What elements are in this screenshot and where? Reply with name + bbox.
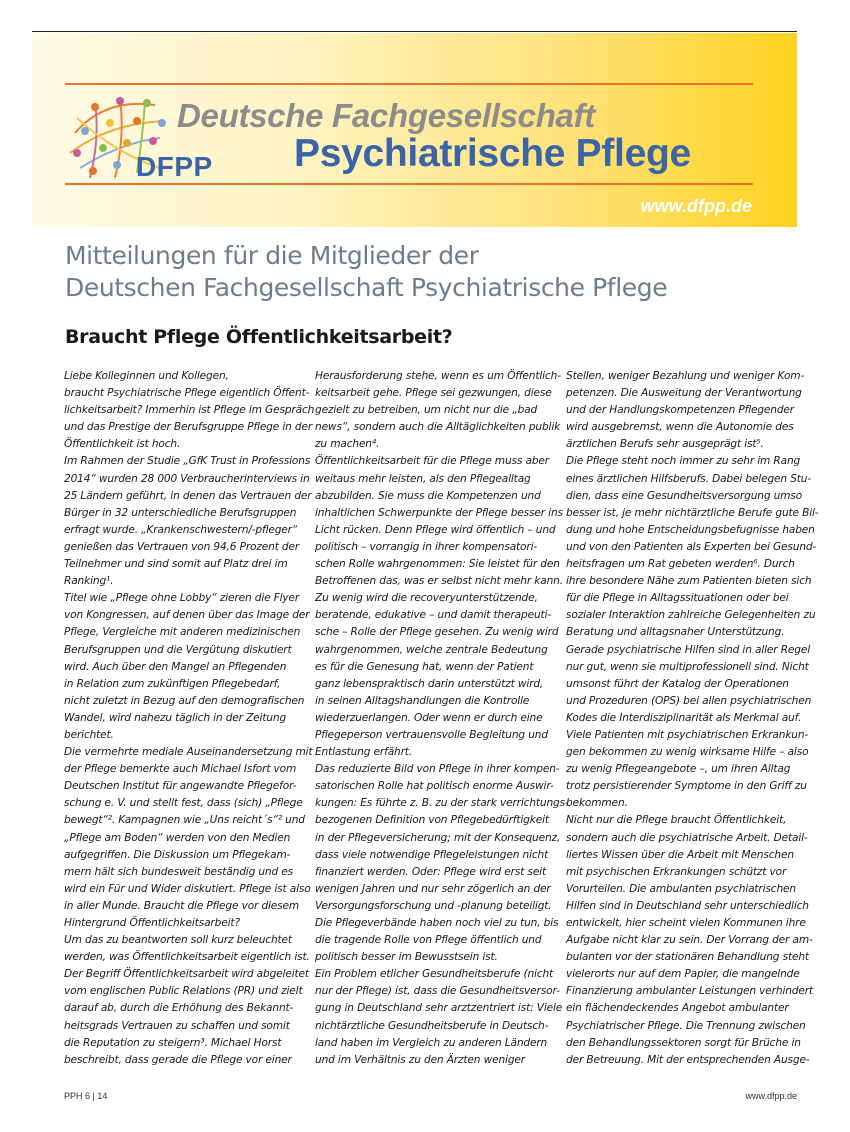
article-text-line: Licht rücken. Denn Pflege wird öffentlich – und bbox=[315, 523, 556, 536]
article-text-line: Pflegeperson vertrauensvolle Begleitung und bbox=[315, 728, 548, 741]
article-text-line: schen Rolle wahrgenommen: Sie leistet für den bbox=[315, 558, 560, 571]
article-text-line: wahrgenommen, welche zentrale Bedeutung bbox=[315, 643, 548, 656]
article-text-line: bezogenen Definition von Pflegebedürftigkeit bbox=[315, 814, 549, 827]
article-text-line: wird ausgebremst, wenn die Autonomie des bbox=[566, 421, 794, 434]
article-text-line: Hilfen sind in Deutschland sehr unterschiedlich bbox=[566, 899, 809, 912]
subtitle-line: Mitteilungen für die Mitglieder der bbox=[65, 241, 479, 270]
article-column-2 bbox=[315, 368, 569, 1069]
article-text-line: und der Handlungskompetenzen Pflegender bbox=[566, 404, 795, 417]
article-text-line: in aller Munde. Braucht die Pflege vor diesem bbox=[64, 899, 300, 912]
article-text-line: Die vermehrte mediale Auseinandersetzung mit bbox=[64, 746, 313, 759]
org-name-line2: Psychiatrische Pflege bbox=[294, 132, 691, 175]
article-text-line: Bürger in 32 unterschiedliche Berufsgruppen bbox=[64, 506, 297, 519]
article-text-line: Im Rahmen der Studie „GfK Trust in Professions bbox=[64, 455, 311, 468]
article-text-line: dass viele notwendige Pflegeleistungen nicht bbox=[315, 848, 549, 861]
article-text-line: Aufgabe nicht klar zu sein. Der Vorrang der am- bbox=[566, 934, 813, 947]
article-text-line: der Betreuung. Mit der entsprechenden Ausge- bbox=[566, 1053, 810, 1066]
article-text-line: finanziert werden. Oder: Pflege wird erst seit bbox=[315, 865, 546, 878]
article-text-line: politisch – vorrangig in ihrer kompensatori- bbox=[315, 540, 538, 553]
article-text-line: aufgegriffen. Die Diskussion um Pflegekam- bbox=[64, 848, 291, 861]
article-text-line: Teilnehmer und sind somit auf Platz drei im bbox=[64, 558, 288, 571]
article-text-line: darauf ab, durch die Erhöhung des Bekannt- bbox=[64, 1002, 294, 1015]
article-text-line: Öffentlichkeit ist hoch. bbox=[64, 438, 181, 451]
article-text-line: ein flächendeckendes Angebot ambulanter bbox=[566, 1002, 789, 1015]
article-text-line: dien, dass eine Gesundheitsversorgung umso bbox=[566, 489, 803, 502]
article-text-line: in der Pflegeversicherung; mit der Konsequenz, bbox=[315, 831, 561, 844]
article-text-line: es für die Genesung hat, wenn der Patient bbox=[315, 660, 534, 673]
article-text-line: besser ist, je mehr nichtärztliche Berufe gute Bil- bbox=[566, 506, 819, 519]
article-text-line: bulanten vor der stationären Behandlung steht bbox=[566, 951, 809, 964]
article-text-line: Gerade psychiatrische Hilfen sind in aller Regel bbox=[566, 643, 811, 656]
article-text-line: werden, was Öffentlichkeitsarbeit eigentlich ist. bbox=[64, 951, 310, 964]
article-text-line: petenzen. Die Ausweitung der Verantwortung bbox=[566, 387, 802, 400]
article-text-line: heitsgrads Vertrauen zu schaffen und somit bbox=[64, 1019, 290, 1032]
article-text-line: zu wenig Pflegeangebote –, um ihren Alltag bbox=[566, 763, 791, 776]
article-text-line: Versorgungsforschung und -planung beteiligt. bbox=[315, 899, 552, 912]
article-text-line: Betroffenen das, was er selbst nicht mehr kann. bbox=[315, 575, 563, 588]
article-text-line: entwickelt, hier scheint vielen Kommunen ihre bbox=[566, 917, 806, 929]
article-text-line: 25 Ländern geführt, in denen das Vertrauen der bbox=[64, 489, 312, 502]
article-text-line: die Reputation zu steigern³. Michael Horst bbox=[64, 1036, 282, 1049]
article-text-line: 2014“ wurden 28 000 Verbraucherinterviews in bbox=[64, 472, 310, 485]
article-column-1 bbox=[64, 368, 315, 1069]
article-text-line: berichtet. bbox=[64, 728, 114, 741]
article-text-line: die tragende Rolle von Pflege öffentlich und bbox=[315, 934, 542, 947]
article-text-line: und Prozeduren (OPS) bei allen psychiatrischen bbox=[566, 694, 812, 707]
article-text-line: Deutschen Institut für angewandte Pflegefor- bbox=[64, 780, 297, 793]
article-text-line: Viele Patienten mit psychiatrischen Erkrankun- bbox=[566, 728, 809, 741]
article-text-line: und von den Patienten als Experten bei Gesund- bbox=[566, 540, 817, 553]
article-text-line: gung in Deutschland sehr arztzentriert ist: Viele bbox=[315, 1002, 563, 1015]
article-text-line: beschreibt, dass gerade die Pflege vor einer bbox=[64, 1053, 292, 1066]
article-text-line: Liebe Kolleginnen und Kollegen, bbox=[64, 370, 229, 382]
article-text-line: in Relation zum zukünftigen Pflegebedarf, bbox=[64, 677, 281, 690]
article-text-line: bewegt“². Kampagnen wie „Uns reicht´s“² und bbox=[64, 814, 305, 827]
article-text-line: zu machen⁴. bbox=[315, 438, 380, 451]
article-text-line: Ein Problem etlicher Gesundheitsberufe (nicht bbox=[315, 968, 554, 981]
article-text-line: vielerorts nur auf dem Papier, die mangelnde bbox=[566, 968, 800, 981]
article-text-line: news“, sondern auch die Alltäglichkeiten publik bbox=[315, 421, 561, 434]
article-text-line: nichtärztliche Gesundheitsberufe in Deutsch- bbox=[315, 1019, 549, 1032]
article-text-line: abzubilden. Sie muss die Kompetenzen und bbox=[315, 489, 541, 502]
article-text-line: Pflege, Vergleiche mit anderen medizinischen bbox=[64, 626, 301, 639]
article-text-line: keitsarbeit gehe. Pflege sei gezwungen, diese bbox=[315, 387, 552, 400]
article-text-line: schung e. V. und stellt fest, dass (sich) „Pflege bbox=[64, 797, 303, 810]
article-text-line: weitaus mehr leisten, als den Pflegealltag bbox=[315, 472, 531, 485]
article-text-line: Berufsgruppen und die Vergütung diskutiert bbox=[64, 643, 292, 656]
top-rule bbox=[32, 31, 797, 32]
article-text-line: wird ein Für und Wider diskutiert. Pflege ist also bbox=[64, 882, 311, 895]
article-text-line: Stellen, weniger Bezahlung und weniger Kom- bbox=[566, 370, 805, 382]
article-text-line: lichkeitsarbeit? Immerhin ist Pflege im Gespräch bbox=[64, 404, 315, 417]
article-text-line: mit psychischen Erkrankungen schützt vor bbox=[566, 865, 787, 878]
article-text-line: satorischen Rolle hat politisch enorme Auswir- bbox=[315, 780, 554, 793]
article-text-line: beratende, edukative – und damit therapeuti- bbox=[315, 609, 551, 622]
article-text-line: und das Prestige der Berufsgruppe Pflege in der bbox=[64, 421, 313, 434]
article-text-line: und im Verhältnis zu den Ärzten weniger bbox=[315, 1053, 525, 1066]
banner-url: www.dfpp.de bbox=[640, 196, 752, 216]
article-text-line: Finanzierung ambulanter Leistungen verhindert bbox=[566, 985, 813, 998]
article-text-line: nicht zuletzt in Bezug auf den demografischen bbox=[64, 694, 305, 707]
article-text-line: sozialer Interaktion zahlreiche Gelegenheiten zu bbox=[566, 609, 816, 622]
article-text-line: gen bekommen zu wenig wirksame Hilfe – also bbox=[566, 746, 809, 759]
article-text-line: land haben im Vergleich zu anderen Ländern bbox=[315, 1036, 548, 1049]
article-text-line: inhaltlichen Schwerpunkte der Pflege besser ins bbox=[315, 506, 563, 519]
footer-issue: PPH 6 | 14 bbox=[64, 1091, 108, 1101]
article-text-line: Der Begriff Öffentlichkeitsarbeit wird abgeleitet bbox=[64, 968, 309, 981]
article-text-line: Ranking¹. bbox=[64, 575, 114, 588]
article-text-line: für die Pflege in Alltagssituationen oder bei bbox=[566, 592, 789, 605]
article-text-line: in seinen Alltagshandlungen die Kontrolle bbox=[315, 694, 530, 707]
article-text-line: Die Pflege steht noch immer zu sehr im Rang bbox=[566, 455, 801, 468]
footer-url: www.dfpp.de bbox=[745, 1091, 797, 1101]
article-text-line: Zu wenig wird die recoveryunterstützende, bbox=[315, 592, 538, 605]
article-text-line: von Kongressen, auf denen über das Image der bbox=[64, 609, 310, 622]
article-text-line: ärztlichen Berufs sehr ausgeprägt ist⁵. bbox=[566, 438, 764, 451]
article-text-line: genießen das Vertrauen von 94,6 Prozent der bbox=[64, 540, 300, 553]
subtitle-line: Deutschen Fachgesellschaft Psychiatrische Pflege bbox=[65, 273, 668, 302]
article-text-line: wenigen Jahren und nur sehr zögerlich an der bbox=[315, 882, 551, 895]
article-text-line: Hintergrund Öffentlichkeitsarbeit? bbox=[64, 917, 240, 929]
article-text-line: sondern auch die psychiatrische Arbeit. Detail- bbox=[566, 831, 808, 844]
banner-rule-bottom bbox=[65, 183, 753, 185]
article-text-line: Entlastung erfährt. bbox=[315, 746, 413, 759]
article-text-line: den Behandlungssektoren sorgt für Brüche in bbox=[566, 1036, 801, 1049]
article-text-line: sche – Rolle der Pflege gesehen. Zu wenig wird bbox=[315, 626, 559, 639]
article-text-line: erfragt wurde. „Krankenschwestern/-pfleger“ bbox=[64, 523, 298, 536]
article-text-line: nur der Pflege) ist, dass die Gesundheitsversor- bbox=[315, 985, 560, 998]
article-text-line: liertes Wissen über die Arbeit mit Menschen bbox=[566, 848, 794, 861]
article-text-line: politisch besser im Bewusstsein ist. bbox=[315, 951, 498, 964]
org-abbreviation: DFPP bbox=[136, 151, 213, 182]
article-text-line: Nicht nur die Pflege braucht Öffentlichkeit, bbox=[566, 814, 787, 827]
article-text-line: umsonst führt der Katalog der Operationen bbox=[566, 677, 789, 690]
article-text-line: vom englischen Public Relations (PR) und zielt bbox=[64, 985, 303, 998]
article-text-line: ihre besondere Nähe zum Patienten bieten sich bbox=[566, 575, 812, 588]
article-text-line: heitsfragen um Rat gebeten werden⁶. Durch bbox=[566, 558, 795, 571]
article-text-line: braucht Psychiatrische Pflege eigentlich Öffent- bbox=[64, 387, 310, 400]
article-text-line: Psychiatrischer Pflege. Die Trennung zwischen bbox=[566, 1019, 806, 1032]
article-text-line: Um das zu beantworten soll kurz beleuchtet bbox=[64, 934, 292, 947]
article-text-line: kungen: Es führte z. B. zu der stark verrichtungs- bbox=[315, 797, 569, 810]
article-text-line: dung und hohe Entscheidungsbefugnisse haben bbox=[566, 523, 815, 536]
article-text-line: wird. Auch über den Mangel an Pflegenden bbox=[64, 660, 287, 673]
article-text-line: bekommen. bbox=[566, 797, 628, 810]
article-text-line: Wandel, wird nahezu täglich in der Zeitung bbox=[64, 711, 287, 724]
article-text-line: ganz lebenspraktisch darin unterstützt wird, bbox=[315, 677, 544, 690]
article-text-line: Öffentlichkeitsarbeit für die Pflege muss aber bbox=[315, 455, 549, 468]
article-text-line: Vorurteilen. Die ambulanten psychiatrischen bbox=[566, 882, 796, 895]
header-banner bbox=[32, 33, 797, 227]
article-text-line: Das reduzierte Bild von Pflege in ihrer kompen- bbox=[315, 763, 560, 776]
article-text-line: gezielt zu betreiben, um nicht nur die „bad bbox=[315, 404, 538, 417]
article-text-line: „Pflege am Boden“ werden von den Medien bbox=[64, 831, 291, 844]
article-text-line: Titel wie „Pflege ohne Lobby“ zieren die Flyer bbox=[64, 592, 300, 605]
page-subtitle bbox=[65, 240, 785, 304]
article-text-line: Die Pflegeverbände haben noch viel zu tun, bis bbox=[315, 917, 559, 929]
org-name-line1: Deutsche Fachgesellschaft bbox=[177, 97, 595, 134]
article-text-line: Beratung und alltagsnaher Unterstützung. bbox=[566, 626, 785, 639]
article-text-line: eines ärztlichen Hilfsberufs. Dabei belegen Stu- bbox=[566, 472, 812, 485]
article-title: Braucht Pflege Öffentlichkeitsarbeit? bbox=[65, 326, 453, 348]
article-text-line: der Pflege bemerkte auch Michael Isfort vom bbox=[64, 763, 297, 776]
article-text-line: Herausforderung stehe, wenn es um Öffentlich- bbox=[315, 370, 561, 382]
article-text-line: nur gut, wenn sie multiprofessionell sind. Nicht bbox=[566, 660, 809, 673]
article-text-line: trotz persistierender Symptome in den Griff zu bbox=[566, 780, 807, 793]
banner-rule-top bbox=[65, 83, 753, 85]
article-text-line: mern hält sich bundesweit beständig und es bbox=[64, 865, 294, 878]
article-text-line: wiederzuerlangen. Oder wenn er durch eine bbox=[315, 711, 543, 724]
article-text-line: Kodes die Interdisziplinarität als Merkmal auf. bbox=[566, 711, 802, 724]
article-column-3 bbox=[566, 368, 819, 1069]
